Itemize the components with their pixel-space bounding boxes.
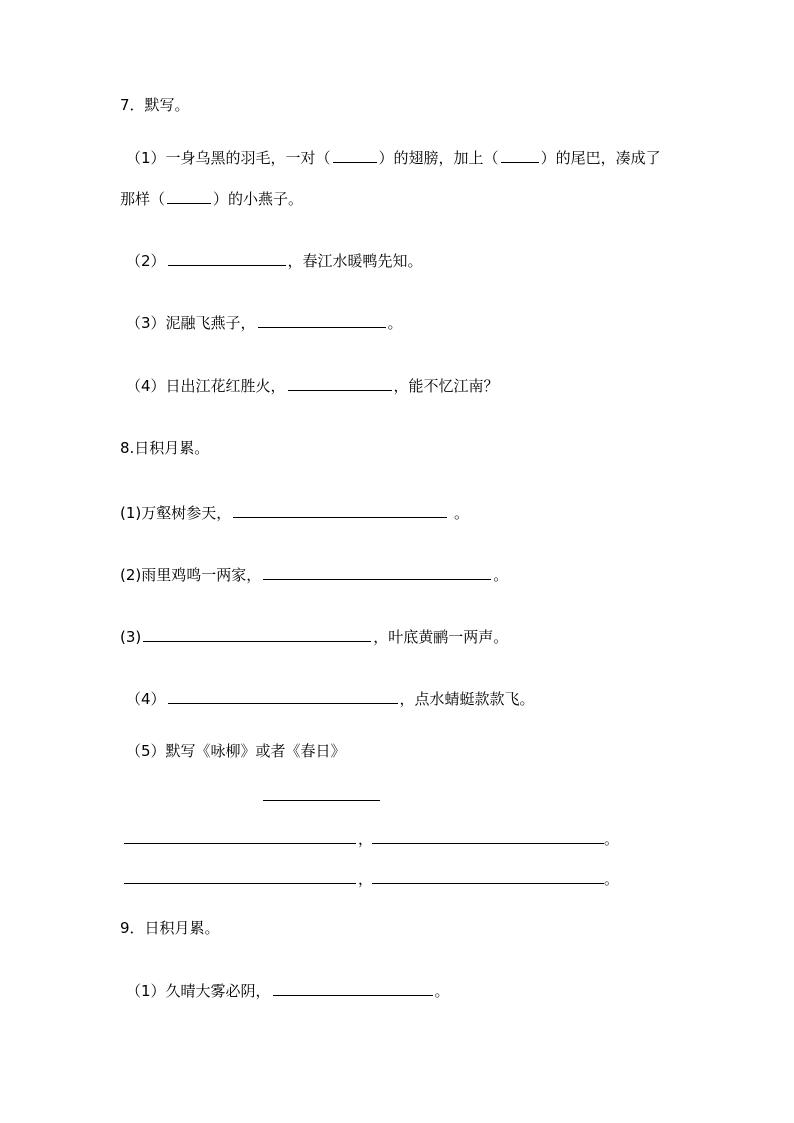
q9-s1-blank[interactable] <box>273 981 433 996</box>
q9-title: 9．日积月累。 <box>120 919 220 937</box>
q8-s1-text-b: 。 <box>454 504 470 522</box>
q8-s2 <box>120 565 508 585</box>
q8-s5-line1-comma: ， <box>358 830 374 848</box>
q8-s1-text-a: (1)万壑树参天， <box>120 504 232 522</box>
q7-s4-blank[interactable] <box>288 376 392 391</box>
q8-s2-blank[interactable] <box>263 565 491 580</box>
q7-s2-blank[interactable] <box>168 251 286 266</box>
q8-s5-line1-period: 。 <box>604 830 620 848</box>
q8-s5-line2-blank-a[interactable] <box>124 883 356 884</box>
q7-s4-text-a: （4）日出江花红胜火， <box>126 377 286 395</box>
q8-s4-text-b: ，点水蜻蜓款款飞。 <box>399 690 535 708</box>
q7-s1-blank-2[interactable] <box>501 148 539 163</box>
q9-s1 <box>126 981 450 1001</box>
q8-s3-text-a: (3) <box>120 628 142 646</box>
q7-s2-text-a: （2） <box>126 252 166 270</box>
q8-s1-blank[interactable] <box>233 503 447 518</box>
q7-s3 <box>126 313 403 333</box>
q8-s5-line1-blank-b[interactable] <box>372 843 604 844</box>
q7-s4 <box>126 376 499 396</box>
q8-s3-text-b: ，叶底黄鹂一两声。 <box>373 628 509 646</box>
q7-s1-blank-1[interactable] <box>333 148 377 163</box>
q7-s1-text-e: ）的小燕子。 <box>213 190 304 208</box>
q8-title: 8.日积月累。 <box>120 439 210 457</box>
q8-s4 <box>126 689 535 709</box>
q7-s3-text-b: 。 <box>387 314 403 332</box>
q8-s5-line2-comma: ， <box>358 870 374 888</box>
q8-s2-text-b: 。 <box>493 566 509 584</box>
q8-s4-blank[interactable] <box>168 689 398 704</box>
q7-s1-text-a: （1）一身乌黑的羽毛，一对（ <box>126 149 331 167</box>
q8-s1 <box>120 503 469 523</box>
q9-s1-text-b: 。 <box>434 982 450 1000</box>
q7-s3-text-a: （3）泥融飞燕子， <box>126 314 256 332</box>
q7-s1-text-b: ）的翅膀，加上（ <box>378 149 499 167</box>
q8-s3-blank[interactable] <box>143 627 371 642</box>
q8-s5-label: （5）默写《咏柳》或者《春日》 <box>126 742 346 760</box>
q7-s1-blank-3[interactable] <box>167 189 211 204</box>
q8-s5-line1-blank-a[interactable] <box>124 843 356 844</box>
q7-s2-text-b: ，春江水暖鸭先知。 <box>287 252 423 270</box>
q8-s5-line2-blank-b[interactable] <box>372 883 604 884</box>
q7-s1-text-c: ）的尾巴，凑成了 <box>540 149 661 167</box>
q8-s4-text-a: （4） <box>126 690 166 708</box>
q8-s5-title-blank[interactable] <box>263 800 380 801</box>
q8-s3 <box>120 627 508 647</box>
q7-s2 <box>126 251 423 271</box>
q7-s4-text-b: ，能不忆江南？ <box>393 377 499 395</box>
q7-s3-blank[interactable] <box>258 313 386 328</box>
q7-s1-line1 <box>126 148 661 168</box>
q7-s1-text-d: 那样（ <box>120 190 166 208</box>
q8-s5-line2-period: 。 <box>604 870 620 888</box>
q7-s1-line2 <box>120 189 303 209</box>
q8-s2-text-a: (2)雨里鸡鸣一两家， <box>120 566 262 584</box>
q7-title: 7．默写。 <box>120 96 190 114</box>
q9-s1-text-a: （1）久晴大雾必阴， <box>126 982 271 1000</box>
